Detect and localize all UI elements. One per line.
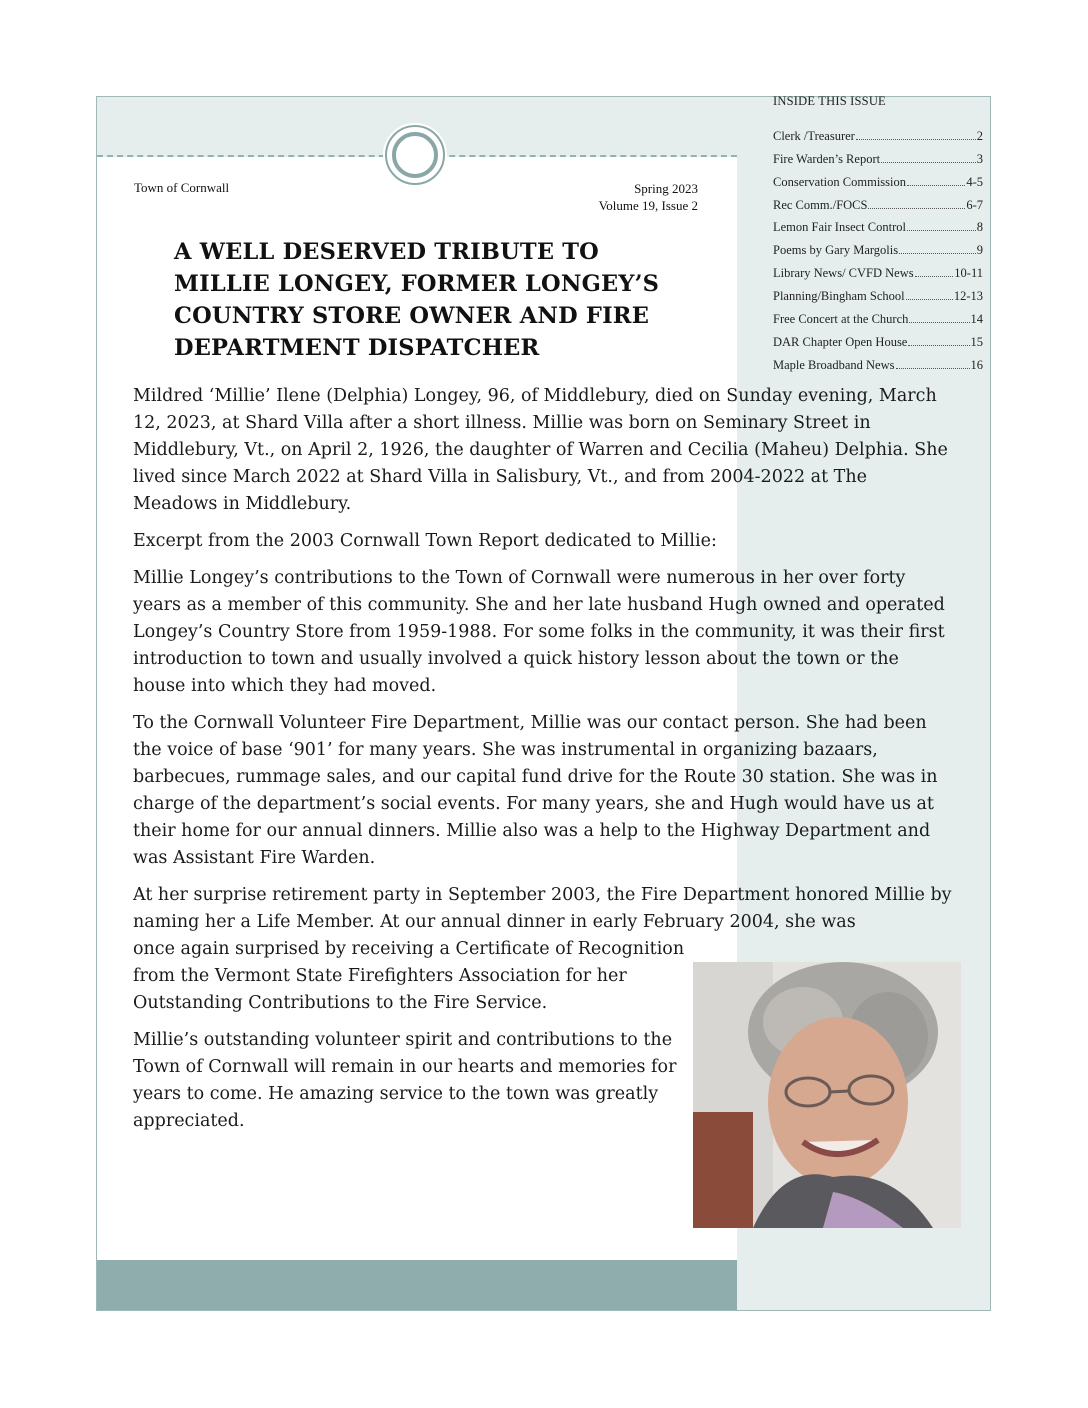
headline-line: COUNTRY STORE OWNER AND FIRE [174, 303, 650, 329]
toc-leader-dots [907, 185, 965, 186]
toc-item-page: 3 [976, 151, 983, 166]
toc-leader-dots [907, 230, 976, 231]
toc-item-page: 9 [976, 243, 983, 258]
toc-item-label: Conservation Commission [773, 174, 906, 189]
circle-emblem-icon [385, 125, 445, 185]
town-name: Town of Cornwall [134, 180, 230, 195]
toc-item-label: DAR Chapter Open House [773, 334, 908, 349]
toc-item [773, 167, 983, 190]
toc-item [773, 258, 983, 281]
toc-leader-dots [881, 162, 976, 163]
headline-line: MILLIE LONGEY, FORMER LONGEY’S [174, 271, 660, 297]
toc-leader-dots [896, 368, 970, 369]
article-paragraph: Millie’s outstanding volunteer spirit and contributions to the Town of Cornwall will remain in our hearts and memories for years to come. He amazing service to the town was greatly appreciated. [133, 1030, 677, 1131]
toc-item-label: Poems by Gary Margolis [773, 243, 899, 258]
toc-item [773, 121, 983, 144]
toc-item-label: Free Concert at the Church [773, 312, 909, 327]
toc-item-label: Rec Comm./FOCS [773, 197, 868, 212]
toc-item-label: Maple Broadband News [773, 357, 895, 372]
issue-volume: Volume 19, Issue 2 [598, 198, 698, 213]
article-paragraph: Mildred ‘Millie’ Ilene (Delphia) Longey, 96, of Middlebury, died on Sunday evening, March 12, 2023, at Shard Villa after a short illness. Millie was born on Seminary Street in Middlebury, Vt., on April 2, 1926, the daughter of Warren and Cecilia (Maheu) Delphia. She lived since March 2022 at Shard Villa in Salisbury, Vt., and from 2004-2022 at The Meadows in Middlebury. [133, 386, 948, 514]
toc-item-page: 8 [976, 220, 983, 235]
article-paragraph [133, 882, 955, 936]
issue-season: Spring 2023 [634, 181, 698, 196]
article-paragraph: Excerpt from the 2003 Cornwall Town Report dedicated to Millie: [133, 531, 717, 551]
table-of-contents [773, 94, 983, 373]
article-paragraph: To the Cornwall Volunteer Fire Department, Millie was our contact person. She had been the voice of base ‘901’ for many years. She was instrumental in organizing bazaars, barbecues, rummage sales, and our capital fund drive for the Route 30 station. She was in charge of the department’s social events. For many years, she and Hugh would have us at their home for our annual dinners. Millie also was a help to the Highway Department and was Assistant Fire Warden. [133, 713, 938, 868]
toc-item-page: 10-11 [954, 266, 983, 281]
toc-item [773, 350, 983, 373]
article-headline [174, 236, 714, 364]
toc-leader-dots [915, 276, 954, 277]
toc-item [773, 144, 983, 167]
issue-info [530, 180, 698, 214]
toc-item-label: Planning/Bingham School [773, 289, 905, 304]
toc-title: INSIDE THIS ISSUE [773, 94, 886, 108]
portrait-illustration [693, 962, 961, 1228]
toc-item-label: Fire Warden’s Report [773, 151, 881, 166]
toc-item [773, 190, 983, 213]
paragraph-part: At her surprise retirement party in September 2003, the Fire Department honored Millie by naming her a Life Member. At our annual dinner in early February 2004, she was [133, 885, 952, 932]
toc-leader-dots [856, 139, 976, 140]
toc-item-label: Clerk /Treasurer [773, 128, 855, 143]
toc-item-page: 15 [970, 334, 983, 349]
toc-item [773, 213, 983, 236]
toc-item [773, 235, 983, 258]
toc-item-label: Lemon Fair Insect Control [773, 220, 906, 235]
toc-item-page: 16 [970, 357, 983, 372]
toc-item [773, 281, 983, 304]
toc-leader-dots [906, 299, 953, 300]
toc-item-page: 12-13 [953, 289, 983, 304]
toc-item [773, 327, 983, 350]
toc-item-page: 6-7 [966, 197, 983, 212]
toc-item-label: Library News/ CVFD News [773, 266, 914, 281]
toc-item-page: 4-5 [966, 174, 983, 189]
toc-list [773, 121, 983, 373]
portrait-photo [693, 962, 961, 1228]
article-paragraph: Millie Longey’s contributions to the Town of Cornwall were numerous in her over forty years as a member of this community. She and her late husband Hugh owned and operated Longey’s Country Store from 1959-1988. For some folks in the community, it was their first introduction to town and usually involved a quick history lesson about the town or the house into which they had moved. [133, 568, 945, 696]
toc-leader-dots [899, 253, 976, 254]
headline-line: DEPARTMENT DISPATCHER [174, 335, 540, 361]
toc-leader-dots [909, 322, 969, 323]
toc-leader-dots [908, 345, 969, 346]
article-paragraph: once again surprised by receiving a Certificate of Recognition from the Vermont State Firefighters Association for her Outstanding Contributions to the Fire Service. [133, 939, 685, 1013]
toc-item-page: 2 [976, 128, 983, 143]
toc-item [773, 304, 983, 327]
toc-leader-dots [868, 208, 965, 209]
headline-line: A WELL DESERVED TRIBUTE TO [174, 239, 599, 265]
toc-item-page: 14 [970, 312, 983, 327]
